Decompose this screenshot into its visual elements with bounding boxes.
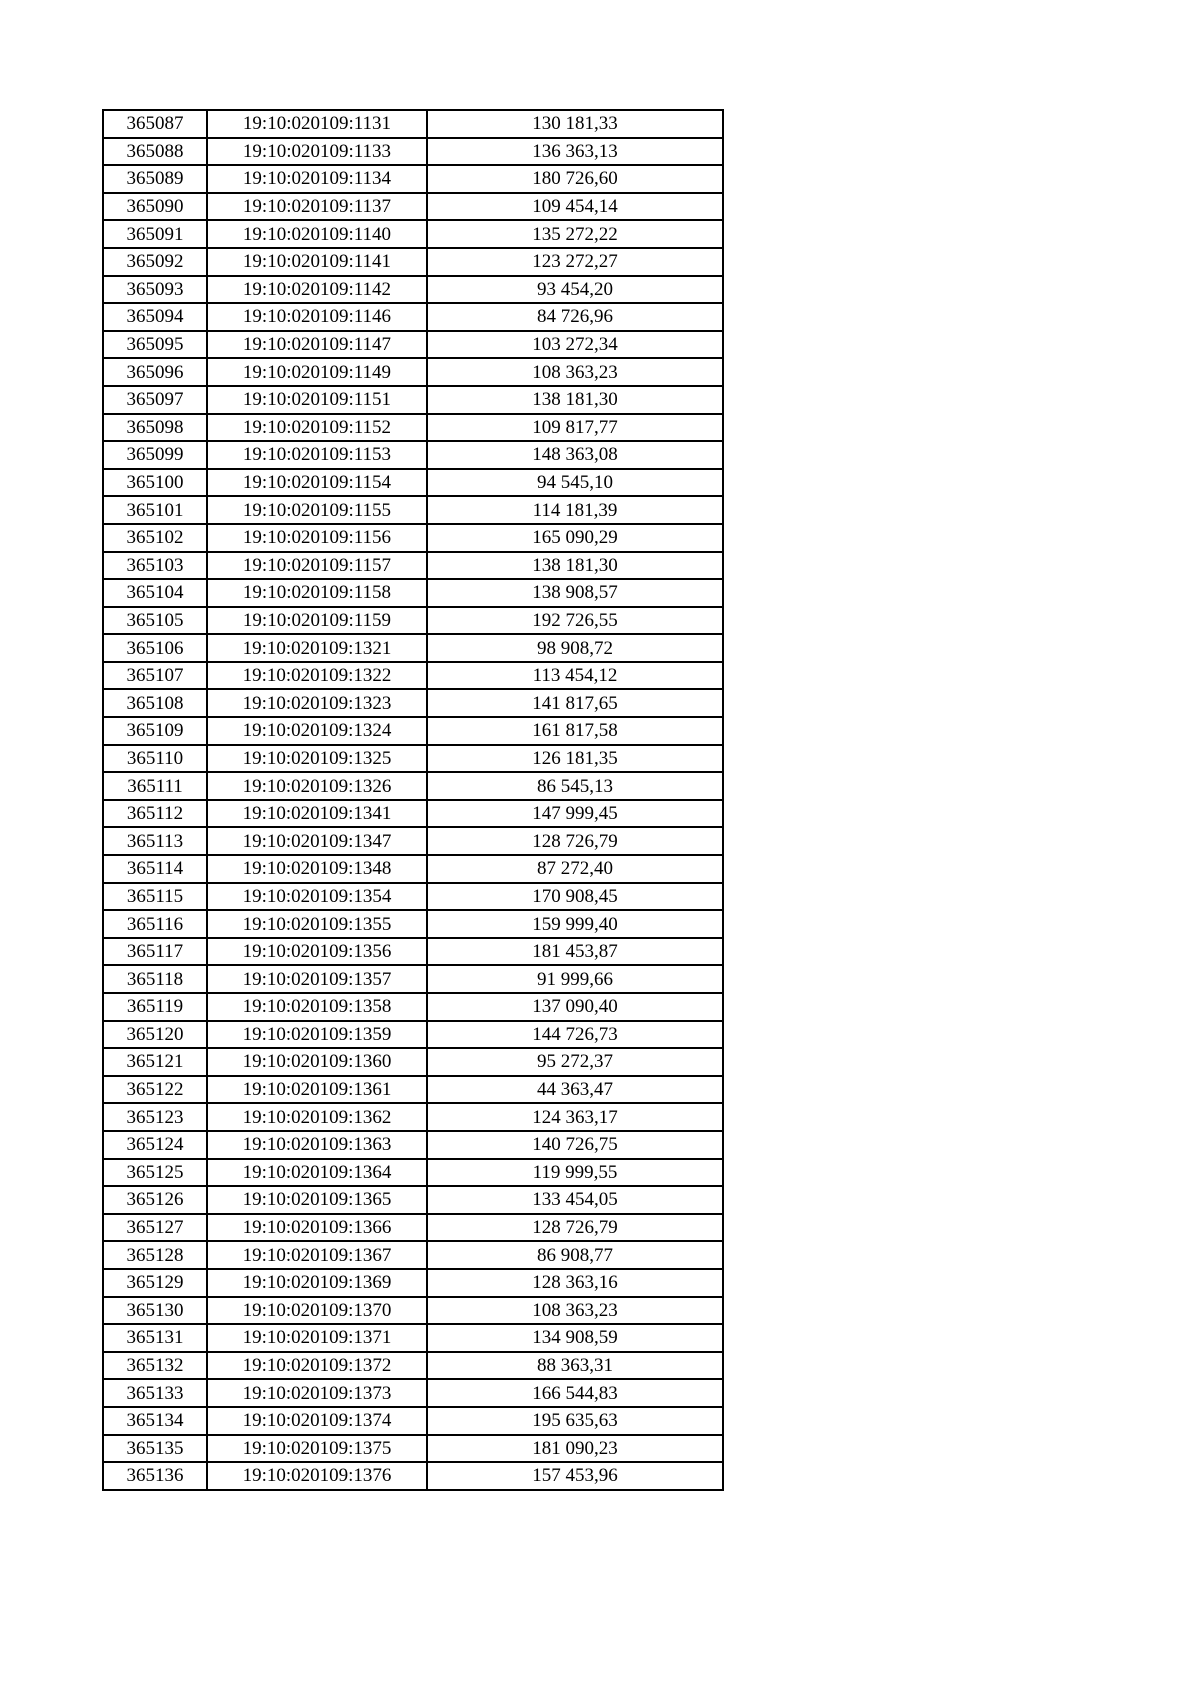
record-number-cell: 365132	[103, 1352, 207, 1380]
table-row	[103, 1407, 723, 1435]
table-body	[103, 110, 723, 1490]
record-number-cell: 365134	[103, 1407, 207, 1435]
amount-cell: 192 726,55	[427, 607, 723, 635]
table-row	[103, 386, 723, 414]
record-number-cell: 365118	[103, 965, 207, 993]
amount-cell: 138 181,30	[427, 552, 723, 580]
cadastral-number-cell: 19:10:020109:1323	[207, 689, 427, 717]
amount-cell: 137 090,40	[427, 993, 723, 1021]
amount-cell: 108 363,23	[427, 1297, 723, 1325]
table-row	[103, 827, 723, 855]
cadastral-number-cell: 19:10:020109:1375	[207, 1435, 427, 1463]
cadastral-number-cell: 19:10:020109:1149	[207, 358, 427, 386]
amount-cell: 128 726,79	[427, 1214, 723, 1242]
table-row	[103, 1462, 723, 1490]
table-row	[103, 248, 723, 276]
record-number-cell: 365092	[103, 248, 207, 276]
record-number-cell: 365120	[103, 1021, 207, 1049]
amount-cell: 123 272,27	[427, 248, 723, 276]
record-number-cell: 365110	[103, 745, 207, 773]
record-number-cell: 365101	[103, 496, 207, 524]
record-number-cell: 365089	[103, 165, 207, 193]
table-row	[103, 1297, 723, 1325]
table-row	[103, 524, 723, 552]
amount-cell: 87 272,40	[427, 855, 723, 883]
table-row	[103, 1021, 723, 1049]
amount-cell: 138 908,57	[427, 579, 723, 607]
cadastral-number-cell: 19:10:020109:1357	[207, 965, 427, 993]
cadastral-number-cell: 19:10:020109:1151	[207, 386, 427, 414]
record-number-cell: 365094	[103, 303, 207, 331]
amount-cell: 135 272,22	[427, 220, 723, 248]
record-number-cell: 365119	[103, 993, 207, 1021]
record-number-cell: 365129	[103, 1269, 207, 1297]
cadastral-number-cell: 19:10:020109:1355	[207, 910, 427, 938]
amount-cell: 181 090,23	[427, 1435, 723, 1463]
cadastral-number-cell: 19:10:020109:1154	[207, 469, 427, 497]
cadastral-number-cell: 19:10:020109:1376	[207, 1462, 427, 1490]
cadastral-number-cell: 19:10:020109:1146	[207, 303, 427, 331]
cadastral-number-cell: 19:10:020109:1322	[207, 662, 427, 690]
data-table	[102, 109, 724, 1491]
amount-cell: 140 726,75	[427, 1131, 723, 1159]
amount-cell: 103 272,34	[427, 331, 723, 359]
amount-cell: 166 544,83	[427, 1379, 723, 1407]
cadastral-number-cell: 19:10:020109:1341	[207, 800, 427, 828]
table-row	[103, 745, 723, 773]
table-row	[103, 910, 723, 938]
amount-cell: 136 363,13	[427, 138, 723, 166]
table-row	[103, 110, 723, 138]
cadastral-number-cell: 19:10:020109:1363	[207, 1131, 427, 1159]
amount-cell: 134 908,59	[427, 1324, 723, 1352]
table-row	[103, 276, 723, 304]
cadastral-number-cell: 19:10:020109:1157	[207, 552, 427, 580]
amount-cell: 170 908,45	[427, 883, 723, 911]
table-row	[103, 1076, 723, 1104]
cadastral-number-cell: 19:10:020109:1153	[207, 441, 427, 469]
record-number-cell: 365112	[103, 800, 207, 828]
amount-cell: 109 454,14	[427, 193, 723, 221]
record-number-cell: 365126	[103, 1186, 207, 1214]
cadastral-number-cell: 19:10:020109:1140	[207, 220, 427, 248]
record-number-cell: 365114	[103, 855, 207, 883]
record-number-cell: 365131	[103, 1324, 207, 1352]
table-row	[103, 1103, 723, 1131]
record-number-cell: 365095	[103, 331, 207, 359]
record-number-cell: 365088	[103, 138, 207, 166]
amount-cell: 165 090,29	[427, 524, 723, 552]
record-number-cell: 365098	[103, 414, 207, 442]
record-number-cell: 365111	[103, 772, 207, 800]
amount-cell: 86 908,77	[427, 1241, 723, 1269]
record-number-cell: 365113	[103, 827, 207, 855]
record-number-cell: 365127	[103, 1214, 207, 1242]
record-number-cell: 365109	[103, 717, 207, 745]
table-row	[103, 469, 723, 497]
amount-cell: 128 363,16	[427, 1269, 723, 1297]
table-row	[103, 1269, 723, 1297]
table-row	[103, 165, 723, 193]
table-row	[103, 965, 723, 993]
cadastral-number-cell: 19:10:020109:1326	[207, 772, 427, 800]
record-number-cell: 365108	[103, 689, 207, 717]
cadastral-number-cell: 19:10:020109:1158	[207, 579, 427, 607]
cadastral-number-cell: 19:10:020109:1371	[207, 1324, 427, 1352]
table-row	[103, 358, 723, 386]
amount-cell: 114 181,39	[427, 496, 723, 524]
table-row	[103, 717, 723, 745]
table-row	[103, 1214, 723, 1242]
cadastral-number-cell: 19:10:020109:1373	[207, 1379, 427, 1407]
cadastral-number-cell: 19:10:020109:1367	[207, 1241, 427, 1269]
table-row	[103, 579, 723, 607]
amount-cell: 141 817,65	[427, 689, 723, 717]
amount-cell: 44 363,47	[427, 1076, 723, 1104]
table-row	[103, 855, 723, 883]
record-number-cell: 365116	[103, 910, 207, 938]
record-number-cell: 365121	[103, 1048, 207, 1076]
record-number-cell: 365115	[103, 883, 207, 911]
amount-cell: 161 817,58	[427, 717, 723, 745]
cadastral-number-cell: 19:10:020109:1361	[207, 1076, 427, 1104]
cadastral-number-cell: 19:10:020109:1358	[207, 993, 427, 1021]
cadastral-number-cell: 19:10:020109:1359	[207, 1021, 427, 1049]
amount-cell: 180 726,60	[427, 165, 723, 193]
table-row	[103, 1435, 723, 1463]
cadastral-number-cell: 19:10:020109:1141	[207, 248, 427, 276]
table-row	[103, 607, 723, 635]
cadastral-number-cell: 19:10:020109:1156	[207, 524, 427, 552]
amount-cell: 124 363,17	[427, 1103, 723, 1131]
amount-cell: 113 454,12	[427, 662, 723, 690]
amount-cell: 133 454,05	[427, 1186, 723, 1214]
record-number-cell: 365104	[103, 579, 207, 607]
amount-cell: 86 545,13	[427, 772, 723, 800]
cadastral-number-cell: 19:10:020109:1159	[207, 607, 427, 635]
cadastral-number-cell: 19:10:020109:1354	[207, 883, 427, 911]
table-row	[103, 938, 723, 966]
table-row	[103, 1048, 723, 1076]
record-number-cell: 365125	[103, 1159, 207, 1187]
amount-cell: 91 999,66	[427, 965, 723, 993]
table-row	[103, 1241, 723, 1269]
cadastral-number-cell: 19:10:020109:1147	[207, 331, 427, 359]
table-row	[103, 552, 723, 580]
cadastral-number-cell: 19:10:020109:1134	[207, 165, 427, 193]
table-row	[103, 662, 723, 690]
table-row	[103, 1352, 723, 1380]
record-number-cell: 365122	[103, 1076, 207, 1104]
table-row	[103, 220, 723, 248]
table-row	[103, 441, 723, 469]
record-number-cell: 365136	[103, 1462, 207, 1490]
cadastral-number-cell: 19:10:020109:1321	[207, 634, 427, 662]
cadastral-number-cell: 19:10:020109:1366	[207, 1214, 427, 1242]
record-number-cell: 365090	[103, 193, 207, 221]
cadastral-number-cell: 19:10:020109:1347	[207, 827, 427, 855]
amount-cell: 195 635,63	[427, 1407, 723, 1435]
record-number-cell: 365096	[103, 358, 207, 386]
amount-cell: 109 817,77	[427, 414, 723, 442]
table-row	[103, 414, 723, 442]
amount-cell: 88 363,31	[427, 1352, 723, 1380]
record-number-cell: 365087	[103, 110, 207, 138]
amount-cell: 144 726,73	[427, 1021, 723, 1049]
cadastral-number-cell: 19:10:020109:1374	[207, 1407, 427, 1435]
cadastral-number-cell: 19:10:020109:1142	[207, 276, 427, 304]
cadastral-number-cell: 19:10:020109:1152	[207, 414, 427, 442]
amount-cell: 119 999,55	[427, 1159, 723, 1187]
table-row	[103, 689, 723, 717]
amount-cell: 181 453,87	[427, 938, 723, 966]
record-number-cell: 365106	[103, 634, 207, 662]
table-row	[103, 1131, 723, 1159]
cadastral-number-cell: 19:10:020109:1324	[207, 717, 427, 745]
cadastral-number-cell: 19:10:020109:1362	[207, 1103, 427, 1131]
cadastral-number-cell: 19:10:020109:1137	[207, 193, 427, 221]
amount-cell: 148 363,08	[427, 441, 723, 469]
record-number-cell: 365128	[103, 1241, 207, 1269]
amount-cell: 93 454,20	[427, 276, 723, 304]
cadastral-number-cell: 19:10:020109:1325	[207, 745, 427, 773]
record-number-cell: 365130	[103, 1297, 207, 1325]
cadastral-number-cell: 19:10:020109:1348	[207, 855, 427, 883]
amount-cell: 108 363,23	[427, 358, 723, 386]
table-row	[103, 1379, 723, 1407]
table-row	[103, 993, 723, 1021]
cadastral-number-cell: 19:10:020109:1364	[207, 1159, 427, 1187]
table-row	[103, 193, 723, 221]
record-number-cell: 365124	[103, 1131, 207, 1159]
table-row	[103, 1159, 723, 1187]
amount-cell: 94 545,10	[427, 469, 723, 497]
record-number-cell: 365103	[103, 552, 207, 580]
table-row	[103, 138, 723, 166]
record-number-cell: 365102	[103, 524, 207, 552]
cadastral-number-cell: 19:10:020109:1360	[207, 1048, 427, 1076]
record-number-cell: 365117	[103, 938, 207, 966]
record-number-cell: 365135	[103, 1435, 207, 1463]
table-row	[103, 800, 723, 828]
record-number-cell: 365097	[103, 386, 207, 414]
record-number-cell: 365105	[103, 607, 207, 635]
table-row	[103, 331, 723, 359]
table-row	[103, 883, 723, 911]
amount-cell: 130 181,33	[427, 110, 723, 138]
amount-cell: 157 453,96	[427, 1462, 723, 1490]
amount-cell: 138 181,30	[427, 386, 723, 414]
table-row	[103, 303, 723, 331]
record-number-cell: 365093	[103, 276, 207, 304]
table-row	[103, 1186, 723, 1214]
cadastral-number-cell: 19:10:020109:1356	[207, 938, 427, 966]
record-number-cell: 365091	[103, 220, 207, 248]
cadastral-number-cell: 19:10:020109:1370	[207, 1297, 427, 1325]
amount-cell: 84 726,96	[427, 303, 723, 331]
cadastral-number-cell: 19:10:020109:1155	[207, 496, 427, 524]
amount-cell: 95 272,37	[427, 1048, 723, 1076]
amount-cell: 128 726,79	[427, 827, 723, 855]
record-number-cell: 365133	[103, 1379, 207, 1407]
record-number-cell: 365107	[103, 662, 207, 690]
cadastral-number-cell: 19:10:020109:1131	[207, 110, 427, 138]
table-row	[103, 634, 723, 662]
table-row	[103, 1324, 723, 1352]
record-number-cell: 365099	[103, 441, 207, 469]
amount-cell: 147 999,45	[427, 800, 723, 828]
cadastral-number-cell: 19:10:020109:1133	[207, 138, 427, 166]
amount-cell: 126 181,35	[427, 745, 723, 773]
record-number-cell: 365100	[103, 469, 207, 497]
table-row	[103, 772, 723, 800]
cadastral-number-cell: 19:10:020109:1372	[207, 1352, 427, 1380]
amount-cell: 159 999,40	[427, 910, 723, 938]
table-row	[103, 496, 723, 524]
amount-cell: 98 908,72	[427, 634, 723, 662]
cadastral-number-cell: 19:10:020109:1369	[207, 1269, 427, 1297]
record-number-cell: 365123	[103, 1103, 207, 1131]
cadastral-number-cell: 19:10:020109:1365	[207, 1186, 427, 1214]
